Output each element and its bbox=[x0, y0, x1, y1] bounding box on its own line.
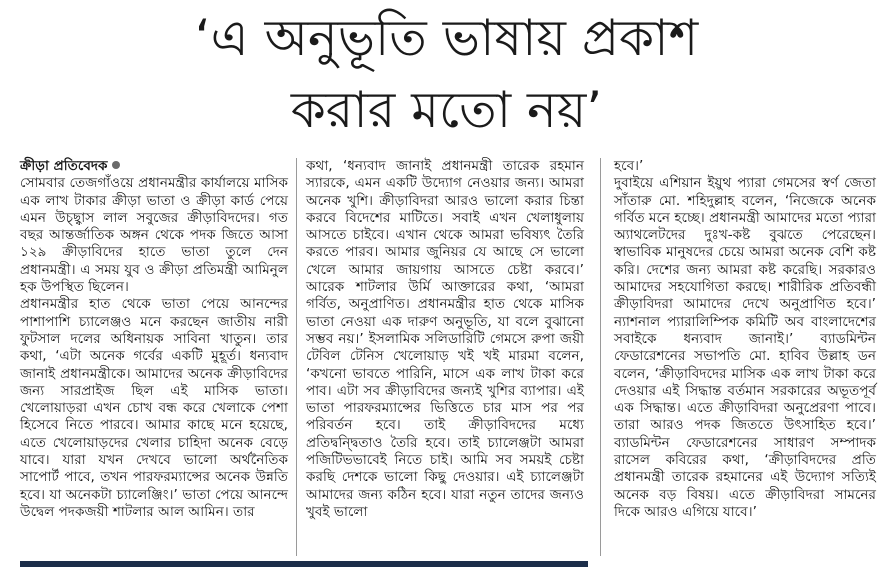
article-column-2 bbox=[306, 158, 584, 521]
paragraph: প্রধানমন্ত্রীর হাত থেকে ভাতা পেয়ে আনন্দের পাশাপাশি চ্যালেঞ্জও মনে করছেন জাতীয় নারী ফুটসাল দলের অধিনায়ক সাবিনা খাতুন। তার কথা, ‘এটা অনেক গর্বের একটি মুহূর্ত। ধন্যবাদ জানাই প্রধানমন্ত্রীকে। আমাদের অনেক ক্রীড়াবিদের জন্য সারপ্রাইজ ছিল এই মাসিক ভাতা। খেলোয়াড়রা এখন চোখ বন্ধ করে খেলাকে পেশা হিসেবে নিতে পারবে। আমার কাছে মনে হয়েছে, এতে খেলোয়াড়দের খেলার চাহিদা অনেক বেড়ে যাবে। যারা যখন দেখবে ভালো অর্থনৈতিক সাপোর্ট পাবে, তখন পারফরম্যান্সের অনেক উন্নতি হবে। যা অনেকটা চ্যালেঞ্জিং।’ ভাতা পেয়ে আনন্দে উদ্বেল পদকজয়ী শাটলার আল আমিন। তার bbox=[20, 296, 288, 520]
article-column-3 bbox=[614, 158, 876, 521]
column-divider bbox=[600, 158, 601, 556]
paragraph: সোমবার তেজগাঁওয়ে প্রধানমন্ত্রীর কার্যালয়ে মাসিক এক লাখ টাকার ক্রীড়া ভাতা ও ক্রীড়া কার্ড পেয়ে এমন উচ্ছ্বাস লাল সবুজের ক্রীড়াবিদদের। গত বছর আন্তর্জাতিক অঙ্গন থেকে পদক জিতে আসা ১২৯ ক্রীড়াবিদের হাতে ভাতা তুলে দেন প্রধানমন্ত্রী। এ সময় যুব ও ক্রীড়া প্রতিমন্ত্রী আমিনুল হক উপস্থিত ছিলেন। bbox=[20, 175, 288, 296]
column-divider bbox=[296, 158, 297, 556]
paragraph: দুবাইয়ে এশিয়ান ইয়ুথ প্যারা গেমসের স্বর্ণ জেতা সাঁতারু মো. শহিদুল্লাহ বলেন, ‘নিজেকে অনেক গর্বিত মনে হচ্ছে। প্রধানমন্ত্রী আমাদের মতো প্যারা অ্যাথলেটদের দুঃখ-কষ্ট বুঝতে পেরেছেন। স্বাভাবিক মানুষদের চেয়ে আমরা অনেক বেশি কষ্ট করি। দেশের জন্য আমরা কষ্ট করেছি। সরকারও আমাদের সহযোগিতা করছে। শারীরিক প্রতিবন্ধী ক্রীড়াবিদরা আমাদের দেখে অনুপ্রাণিত হবে।’ ন্যাশনাল প্যারালিম্পিক কমিটি অব বাংলাদেশের সবাইকে ধন্যবাদ জানাই।’ ব্যাডমিন্টন ফেডারেশনের সভাপতি মো. হাবিব উল্লাহ ডন বলেন, ‘ক্রীড়াবিদদের মাসিক এক লাখ টাকা করে দেওয়ার এই সিদ্ধান্ত বর্তমান সরকারের অভূতপূর্ব এক সিদ্ধান্ত। এতে ক্রীড়াবিদরা অনুপ্রেরণা পাবে। তারা আরও পদক জিততে উৎসাহিত হবে।’ ব্যাডমিন্টন ফেডারেশনের সাধারণ সম্পাদক রাসেল কবিরের কথা, ‘ক্রীড়াবিদদের প্রতি প্রধানমন্ত্রী তারেক রহমানের এই উদ্যোগ সত্যিই অনেক বড় বিষয়। এতে ক্রীড়াবিদরা সামনের দিকে আরও এগিয়ে যাবে।’ bbox=[614, 175, 876, 520]
headline-line-2: করার মতো নয়’ bbox=[290, 81, 603, 139]
headline bbox=[0, 2, 893, 146]
paragraph: কথা, ‘ধন্যবাদ জানাই প্রধানমন্ত্রী তারেক রহমান স্যারকে, এমন একটি উদ্যোগ নেওয়ার জন্য। আমরা অনেক খুশি। ক্রীড়াবিদরা আরও ভালো করার চিন্তা করবে বিদেশের মাটিতে। সবাই এখন খেলাধুলায় আসতে চাইবে। এখান থেকে আমরা ভবিষ্যৎ তৈরি করতে পারব। আমার জুনিয়র যে আছে সে ভালো খেলে আমার জায়গায় আসতে চেষ্টা করবে।’ আরেক শাটলার উর্মি আক্তারের কথা, ‘আমরা গর্বিত, অনুপ্রাণিত। প্রধানমন্ত্রীর হাত থেকে মাসিক ভাতা নেওয়া এক দারুণ অনুভূতি, যা বলে বুঝানো সম্ভব নয়।’ ইসলামিক সলিডারিটি গেমসে রুপা জয়ী টেবিল টেনিস খেলোয়াড় খই খই মারমা বলেন, ‘কখনো ভাবতে পারিনি, মাসে এক লাখ টাকা করে পাব। এটা সব ক্রীড়াবিদের জন্যই খুশির ব্যাপার। এই ভাতা পারফরম্যান্সের ভিত্তিতে চার মাস পর পর পরিবর্তন হবে। তাই ক্রীড়াবিদদের মধ্যে প্রতিদ্বন্দ্বিতাও তৈরি হবে। তাই চ্যালেঞ্জটা আমরা পজিটিভভাবেই নিতে চাই। আমি সব সময়ই চেষ্টা করছি দেশকে ভালো কিছু দেওয়ার। এই চ্যালেঞ্জটা আমাদের জন্য কঠিন হবে। যারা নতুন তাদের জন্যও খুবই ভালো bbox=[306, 158, 584, 520]
headline-line-1: ‘এ অনুভূতি ভাষায় প্রকাশ bbox=[194, 9, 699, 67]
paragraph: হবে।’ bbox=[614, 158, 644, 174]
image-strip bbox=[20, 561, 588, 567]
byline-dot-icon bbox=[112, 161, 120, 169]
byline: ক্রীড়া প্রতিবেদক bbox=[20, 158, 108, 174]
byline-paragraph bbox=[20, 158, 288, 175]
article-column-1 bbox=[20, 158, 288, 521]
